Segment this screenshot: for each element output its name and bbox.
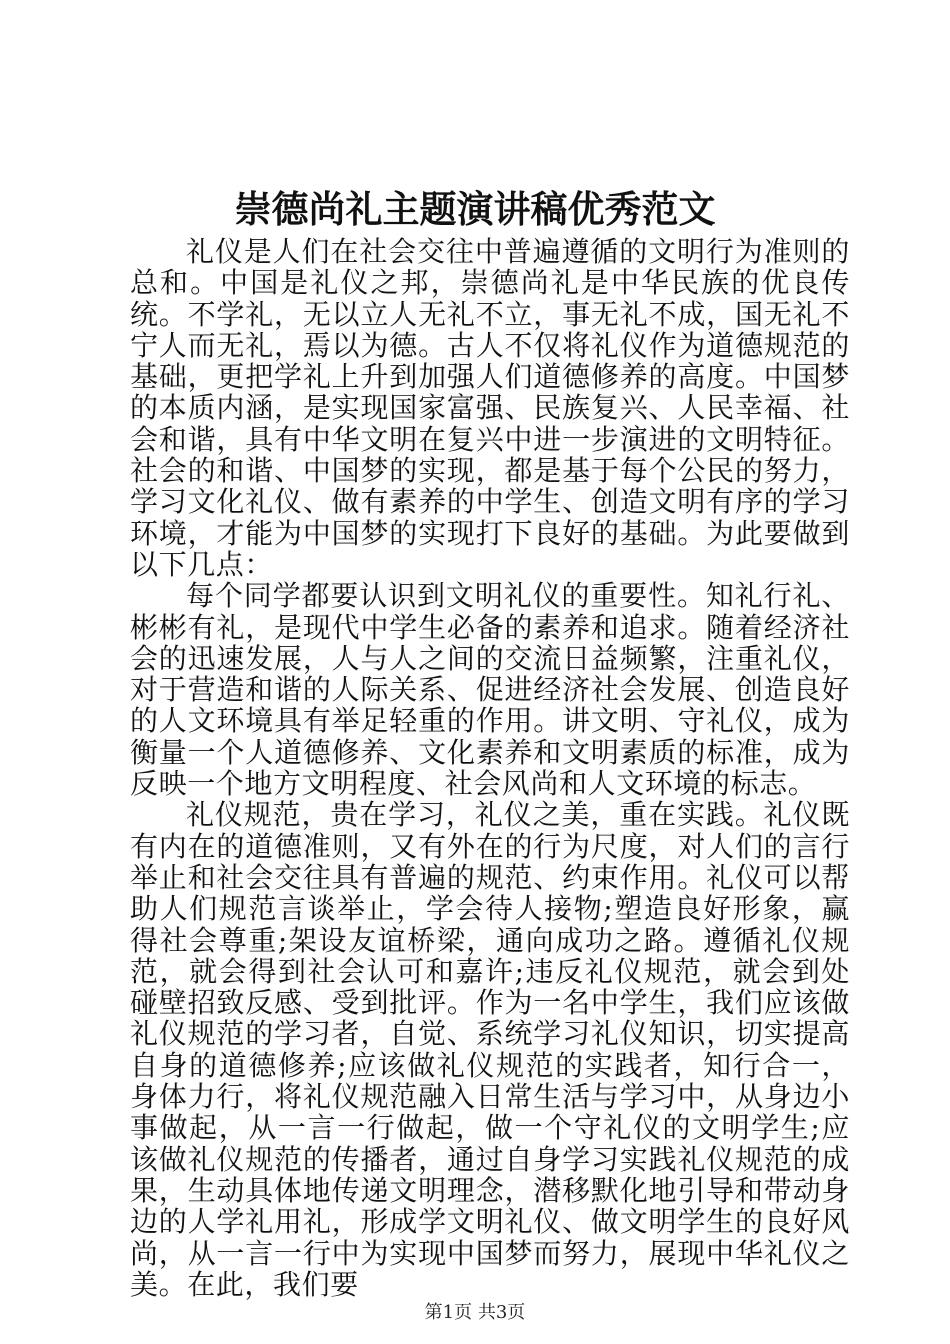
paragraph-2: 每个同学都要认识到文明礼仪的重要性。知礼行礼、彬彬有礼，是现代中学生必备的素养和追求。随着经济社会的迅速发展，人与人之间的交流日益频繁，注重礼仪，对于营造和谐的人际关系、促进经济社会发展、创造良好的人文环境具有举足轻重的作用。讲文明、守礼仪，成为衡量一个人道德修养、文化素养和文明素质的标准，成为反映一个地方文明程度、社会风尚和人文环境的标志。 <box>130 579 850 801</box>
document-body <box>130 236 850 1300</box>
paragraph-1: 礼仪是人们在社会交往中普遍遵循的文明行为准则的总和。中国是礼仪之邦，崇德尚礼是中华民族的优良传统。不学礼，无以立人无礼不立，事无礼不成，国无礼不宁人而无礼，焉以为德。古人不仅将礼仪作为道德规范的基础，更把学礼上升到加强人们道德修养的高度。中国梦的本质内涵，是实现国家富强、民族复兴、人民幸福、社会和谐，具有中华文明在复兴中进一步演进的文明特征。社会的和谐、中国梦的实现，都是基于每个公民的努力，学习文化礼仪、做有素养的中学生、创造文明有序的学习环境，才能为中国梦的实现打下良好的基础。为此要做到以下几点： <box>130 235 850 581</box>
page-footer: 第1页 共3页 <box>424 1302 526 1323</box>
document-title: 崇德尚礼主题演讲稿优秀范文 <box>234 187 716 231</box>
paragraph-3: 礼仪规范，贵在学习，礼仪之美，重在实践。礼仪既有内在的道德准则，又有外在的行为尺度，对人们的言行举止和社会交往具有普遍的规范、约束作用。礼仪可以帮助人们规范言谈举止，学会待人接物;塑造良好形象，赢得社会尊重;架设友谊桥梁，通向成功之路。遵循礼仪规范，就会得到社会认可和嘉许;违反礼仪规范，就会到处碰壁招致反感、受到批评。作为一名中学生，我们应该做礼仪规范的学习者，自觉、系统学习礼仪知识，切实提高自身的道德修养;应该做礼仪规范的实践者，知行合一，身体力行，将礼仪规范融入日常生活与学习中，从身边小事做起，从一言一行做起，做一个守礼仪的文明学生;应该做礼仪规范的传播者，通过自身学习实践礼仪规范的成果，生动具体地传递文明理念，潜移默化地引导和带动身边的人学礼用礼，形成学文明礼仪、做文明学生的良好风尚，从一言一行中为实现中国梦而努力，展现中华礼仪之美。在此，我们要 <box>130 798 850 1301</box>
